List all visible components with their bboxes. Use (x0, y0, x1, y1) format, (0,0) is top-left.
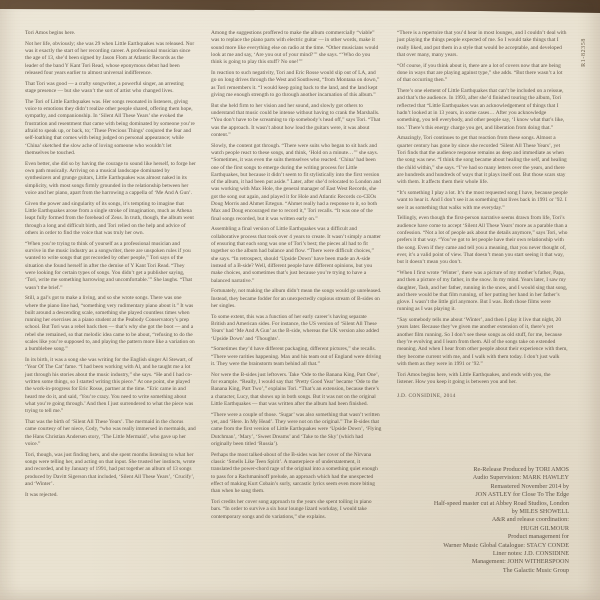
credit-line: Product management for (507, 533, 569, 541)
essay-paragraph: Still, a gal’s got to make a living, and so she wrote songs. There was one where the piano line had, “something very rudimentary piano about it.” It was built around a descending scale, something she played countless times when running her exercises as a piano student at the Peabody Conservatory’s prep school. But Tori was a rebel back then — that’s why she got the boot — and a rebel she remained, so that melodic idea came to be about, “refusing to do the scales like you’re supposed to, and playing the pattern more like a variation on a bumblebee song.” (25, 295, 195, 353)
essay-paragraph: “Say somebody tells me about ‘Winter’, and then I play it live that night, 20 years later. Because they’ve given me another extension of it, there’s yet another film running. So I don’t see these songs as old stuff, for me, because they’re evolving and I learn from them. All of the songs take on extended meaning. And when I hear from other people about their experience with them, they become current with me, and I walk with them today. I don’t just walk with them as they were in 1991 or ’92.” (397, 317, 568, 367)
credit-line: Half-speed master cut at Abbey Road Studios, London (433, 499, 569, 507)
catalog-number: R1-82358 (581, 38, 587, 67)
essay-paragraph: Tori Amos begins here, with Little Earthquakes, and ends with you, the listener. How you keep it going is between you and her. (397, 371, 551, 386)
essay-paragraph: “When I first wrote ‘Winter’, there was a picture of my mother’s father, Papa, and then a picture of my father, in the snow. In my mind. Years later, I saw my daughter, Tash, and her father, running in the snow, and I would sing that song, and there would be that film running, of her putting her hand in her father’s glove. I wasn’t the little girl anymore. But I was. Both those films were running as I was playing it. (397, 269, 568, 313)
credit-line: Remastered November 2014 by (490, 482, 569, 490)
essay-paragraph: “It’s something I play a lot. It’s the most requested song I have, because people want to hear it. And I don’t see it as something that lives back in 1991 or ’92. I see it as something that walks with me everyday.” (397, 189, 568, 211)
essay-paragraph: It was rejected. (25, 491, 58, 498)
essay-column-2 (211, 30, 382, 524)
essay-columns (25, 30, 568, 524)
essay-paragraph: “There were a couple of those. ‘Sugar’ was also something that wasn’t written yet, and ‘Here. In My Head’. They were not on the original.” The B-sides that came from the first version of Little Earthquakes were ‘Upside Down’, ‘Flying Dutchman’, ‘Mary’, ‘Sweet Dreams’ and ‘Take to the Sky’ (which had originally been titled ‘Russia’). (211, 411, 382, 447)
credit-line: JON ASTLEY for Close To The Edge (475, 491, 569, 499)
essay-paragraph: Assembling a final version of Little Earthquakes was a difficult and collaborative process that took over 4 years to create. It wasn’t simply a matter of ensuring that each song was one of Tori’s best; the pieces all had to fit together so the album had balance and flow. “There were difficult choices,” she says. “In retrospect, should ‘Upside Down’ have been made an A-side instead of a B-side? Well, different people have different opinions, but you make choices, and sometimes that’s just because you’re trying to have a balanced narrative.” (211, 226, 381, 284)
credit-line: A&R and release coordination: (491, 516, 569, 524)
essay-paragraph: To some extent, this was a function of her early career’s having separate British and American sides. For instance, the US version of ‘Silent All These Years’ had ‘Me And A Gun’ as the B-side, whereas the UK version also added ‘Upside Down’ and ‘Thoughts’. (211, 313, 379, 342)
essay-paragraph: Tori, though, was just finding hers, and she spent months listening to what her songs were telling her, and acting on that input. She trusted her instincts, wrote and recorded, and by January of 1991, had put together an album of 13 songs produced by Davitt Sigerson that included, ‘Silent All These Years’, ‘Crucify’, and ‘Winter’. (25, 451, 196, 487)
credit-line: by MILES SHOWELL (511, 508, 569, 516)
essay-paragraph: Not her life, obviously; she was 29 when Little Earthquakes was released. Nor was it exactly the start of her recording career. A professional musician since the age of 13, she’d been signed by Jason Flom at Atlantic Records as the leader of the band Y Kant Tori Read, whose eponymous debut had been released four years earlier to almost universal indifference. (25, 40, 195, 76)
credit-line: Audio Supervision: MARK HAWLEY (472, 474, 569, 482)
essay-paragraph: That Tori was good — a crafty songwriter, a powerful singer, an arresting stage presence — but she wasn’t the sort of artist who changed lives. (25, 80, 184, 95)
essay-paragraph: The Tori of Little Earthquakes was. Her songs resonated in listeners, giving voice to emotions they didn’t realize other people shared, offering them hope, sympathy, and companionship. In ‘Silent All These Years’ she evoked the frustration and resentment that came with being dominated by someone you’re afraid to speak up, or back, to; ‘These Precious Things’ conjured the fear and self-loathing that comes with being judged on personal appearance; while ‘China’ sketched the slow ache of loving someone who wouldn’t let themselves be touched. (25, 98, 195, 156)
essay-column-1 (25, 30, 196, 524)
essay-paragraph: “There is a repertoire that you’d hear in most lounges, and I couldn’t deal with just playing the things people expected of me. So I would take things that I really liked, and put them in a style that would be acceptable, and developed that over many, many years. (397, 30, 567, 58)
essay-paragraph: In its birth, it was a song she was writing for the English singer Al Stewart, of ‘Year Of The Cat’ fame. “I had been working with Al, and he taught me a lot just through his stories about the music industry,” she says. “He and I had co-written some things, so I started writing this piece.” At one point, she played the work-in-progress for Eric Rosse, partner at the time. “Eric came in and heard me do it, and said, ‘You’re crazy. You need to write something about what you’re going through.’ And then I just surrendered to what the piece was trying to tell me.” (25, 357, 194, 415)
credit-line: Liner notes: J.D. CONSIDINE (492, 550, 569, 558)
essay-paragraph: Fortunately, not making the album didn’t mean the songs would go unreleased. Instead, they became fodder for an unexpectedly copious stream of B-sides on her singles. (211, 288, 382, 309)
essay-paragraph: Among the suggestions proffered to make the album commercially “viable” was to replace the piano parts with electric guitar — in other words, make it sound more like everything else on radio at the time. “Other musicians would look at me and say, ‘Are you out of your mind?’” she says. “‘Who do you think is going to play this stuff? No one!’” (211, 30, 379, 66)
essay-paragraph: “Sometimes they’d have different packaging, different pictures,” she recalls. “There were rarities happening. Max and his team out of England were driving it. They were the brainstorm team behind all that.” (211, 346, 382, 367)
essay-paragraph: Tori credits her cover song approach to the years she spent toiling in piano bars. “In order to survive a six hour lounge lizard workday, I would take contemporary songs and do variations,” she explains. (211, 499, 372, 520)
author-signature: J.D. CONSIDINE, 2014 (397, 393, 456, 400)
essay-paragraph: “When you’re trying to think of yourself as a professional musician and survive in the music industry as a songwriter, there are unspoken rules if you wanted to write songs that got recorded by other people,” Tori says of the situation she found herself in after the demise of Y Kant Tori Read. “They were looking for certain types of songs. You didn’t get a publisher saying, ‘Tori, write me something harrowing and uncomfortable.’” She laughs. “That wasn’t the brief.” (25, 240, 192, 291)
essay-paragraph: “Of course, if you think about it, there are a lot of covers now that are being done in ways that are playing against type,” she adds. “But there wasn’t a lot of that occurring then.” (397, 62, 563, 84)
essay-paragraph: Perhaps the most talked-about of the B-sides was her cover of the Nirvana classic ‘Smells Like Teen Spirit’. A masterpiece of understatement, it translated the power-chord rage of the original into a something quiet enough to pass for a Rachmaninoff prelude, an approach which had the unexpected effect of making Kurt Cobain’s surly, sarcastic lyrics seem even more biting than when he sang them. (211, 451, 378, 495)
essay-paragraph: There’s one element of Little Earthquakes that can’t be included on a reissue, and that’s the audience. In 1993, after she’d finished touring the album, Tori reflected that “Little Earthquakes was an acknowledgement of things that I hadn’t looked at in 13 years, in some cases… After you acknowledge something, you tell everybody, and other people say, ‘I know what that’s like, too.’ There’s this energy charge you get, and liberation from doing that.” (397, 88, 565, 131)
sleeve-edge-strip (0, 0, 600, 15)
essay-paragraph: Tellingly, even though the first-person narrative seems drawn from life, Tori’s audience have come to accept ‘Silent All These Years’ more as a parable than a confession. “Not a lot of people ask about the details anymore,” says Tori, who prefers it that way. “You’ve got to let people have their own relationship with the song. Even if they came and tell you a meaning, that you never thought of, ever, it’s a valid point of view. That doesn’t mean you start seeing it that way, but it doesn’t mean you don’t. (397, 215, 568, 266)
credit-line: HUGH GILMOUR (520, 524, 569, 532)
essay-paragraph: Even better, she did so by having the courage to sound like herself, to forge her own path musically. Arriving on a musical landscape dominated by synthesizers and grunge guitars, Little Earthquakes was almost naked in its simplicity, with most songs firmly grounded in the relationship between her voice and her piano, apart from the harrowing a cappella of ‘Me And A Gun’. (25, 160, 196, 196)
essay-paragraph: Tori Amos begins here. (25, 30, 76, 36)
essay-column-3-paragraphs (397, 30, 568, 386)
credit-line: Re-Release Produced by TORI AMOS (473, 466, 569, 473)
essay-paragraph: Amazingly, Tori continues to get that reaction from these songs. Almost a quarter century has gone by since she recorded ‘Silent All These Years’, yet Tori finds that the audience response remains as deep and immediate as when the song was new. “I think the song became about healing the self, and healing the child within,” she says. “I’ve had so many letters over the years, and there are hundreds and hundreds of ways that it plays itself out. But those scars stay with them. It affects them their whole life. (397, 135, 567, 186)
essay-column-3 (397, 30, 568, 524)
credit-line: Management: JOHN WITHERSPOON (471, 558, 569, 566)
essay-paragraph: In reaction to such negativity, Tori and Eric Rosse would slip out of LA, and go on long drives through the West and Southwest, “from Montana on down,” as Tori remembers it. “I would keep going back to the land, and the land kept giving me enough strength to go through another incarnation of this album.” (211, 69, 380, 98)
essay-paragraph: Nor were the B-sides just leftovers. Take ‘Ode to the Banana King, Part One’, for example. “Really, I would say that ‘Pretty Good Year’ became ‘Ode to the Banana King, Part Two’,” explains Tori. “That’s an extension, because there’s a character, Lucy, that shows up in both songs. But it was not on the original Little Earthquakes — that was written after the album had been finished. (211, 371, 380, 407)
essay-paragraph: But she held firm to her vision and her sound, and slowly got others to understand that music could be intense without having to crank the Marshalls. “You don’t have to be screaming to rip somebody’s head off,” says Tori. “That was the approach. It wasn’t about how loud the guitars were, it was about content.” (211, 102, 381, 138)
credit-line: Warner Music Global Catalogue: STACY CONDE (443, 541, 569, 549)
essay-paragraph: Given the power and singularity of its songs, it’s tempting to imagine that Little Earthquakes arose from a single stroke of imagination, much as Athena leapt fully formed from the forehead of Zeus. In truth, though, the album went through a long and difficult birth, and Tori relied on the help and advice of others in order to find the voice that was truly her own. (25, 200, 194, 236)
credit-line: The Galactic Music Group (502, 566, 569, 574)
credits-block (309, 466, 569, 575)
essay-paragraph: Slowly, the content got through. “There were suits who began to sit back and watch people react to these songs, and think, ‘Hold on a minute…’” she says. “Sometimes, it was even the suits themselves who reacted. ‘China’ had been one of the first songs to emerge during the writing process for Little Earthquakes, but because it didn’t seem to fit stylistically into the first version of the album, it had been put aside.” Later, after she’d relocated to London and was working with Max Hole, the general manager of East West Records, she got the song out again, and played it for Hole and Atlantic Records co-CEOs Doug Morris and Ahmet Ertegun. “Ahmet really had a response to it, so both Max and Doug encouraged me to record it,” Tori recalls. “It was one of the final songs recorded, but it was written early on.” (211, 142, 381, 222)
essay-paragraph: That was the birth of ‘Silent All These Years’. The mermaid in the chorus came courtesy of her niece, Cody, “who was really immersed in mermaids, and the Hans Christian Andersen story, ‘The Little Mermaid’, who gave up her voice.” (25, 419, 196, 447)
